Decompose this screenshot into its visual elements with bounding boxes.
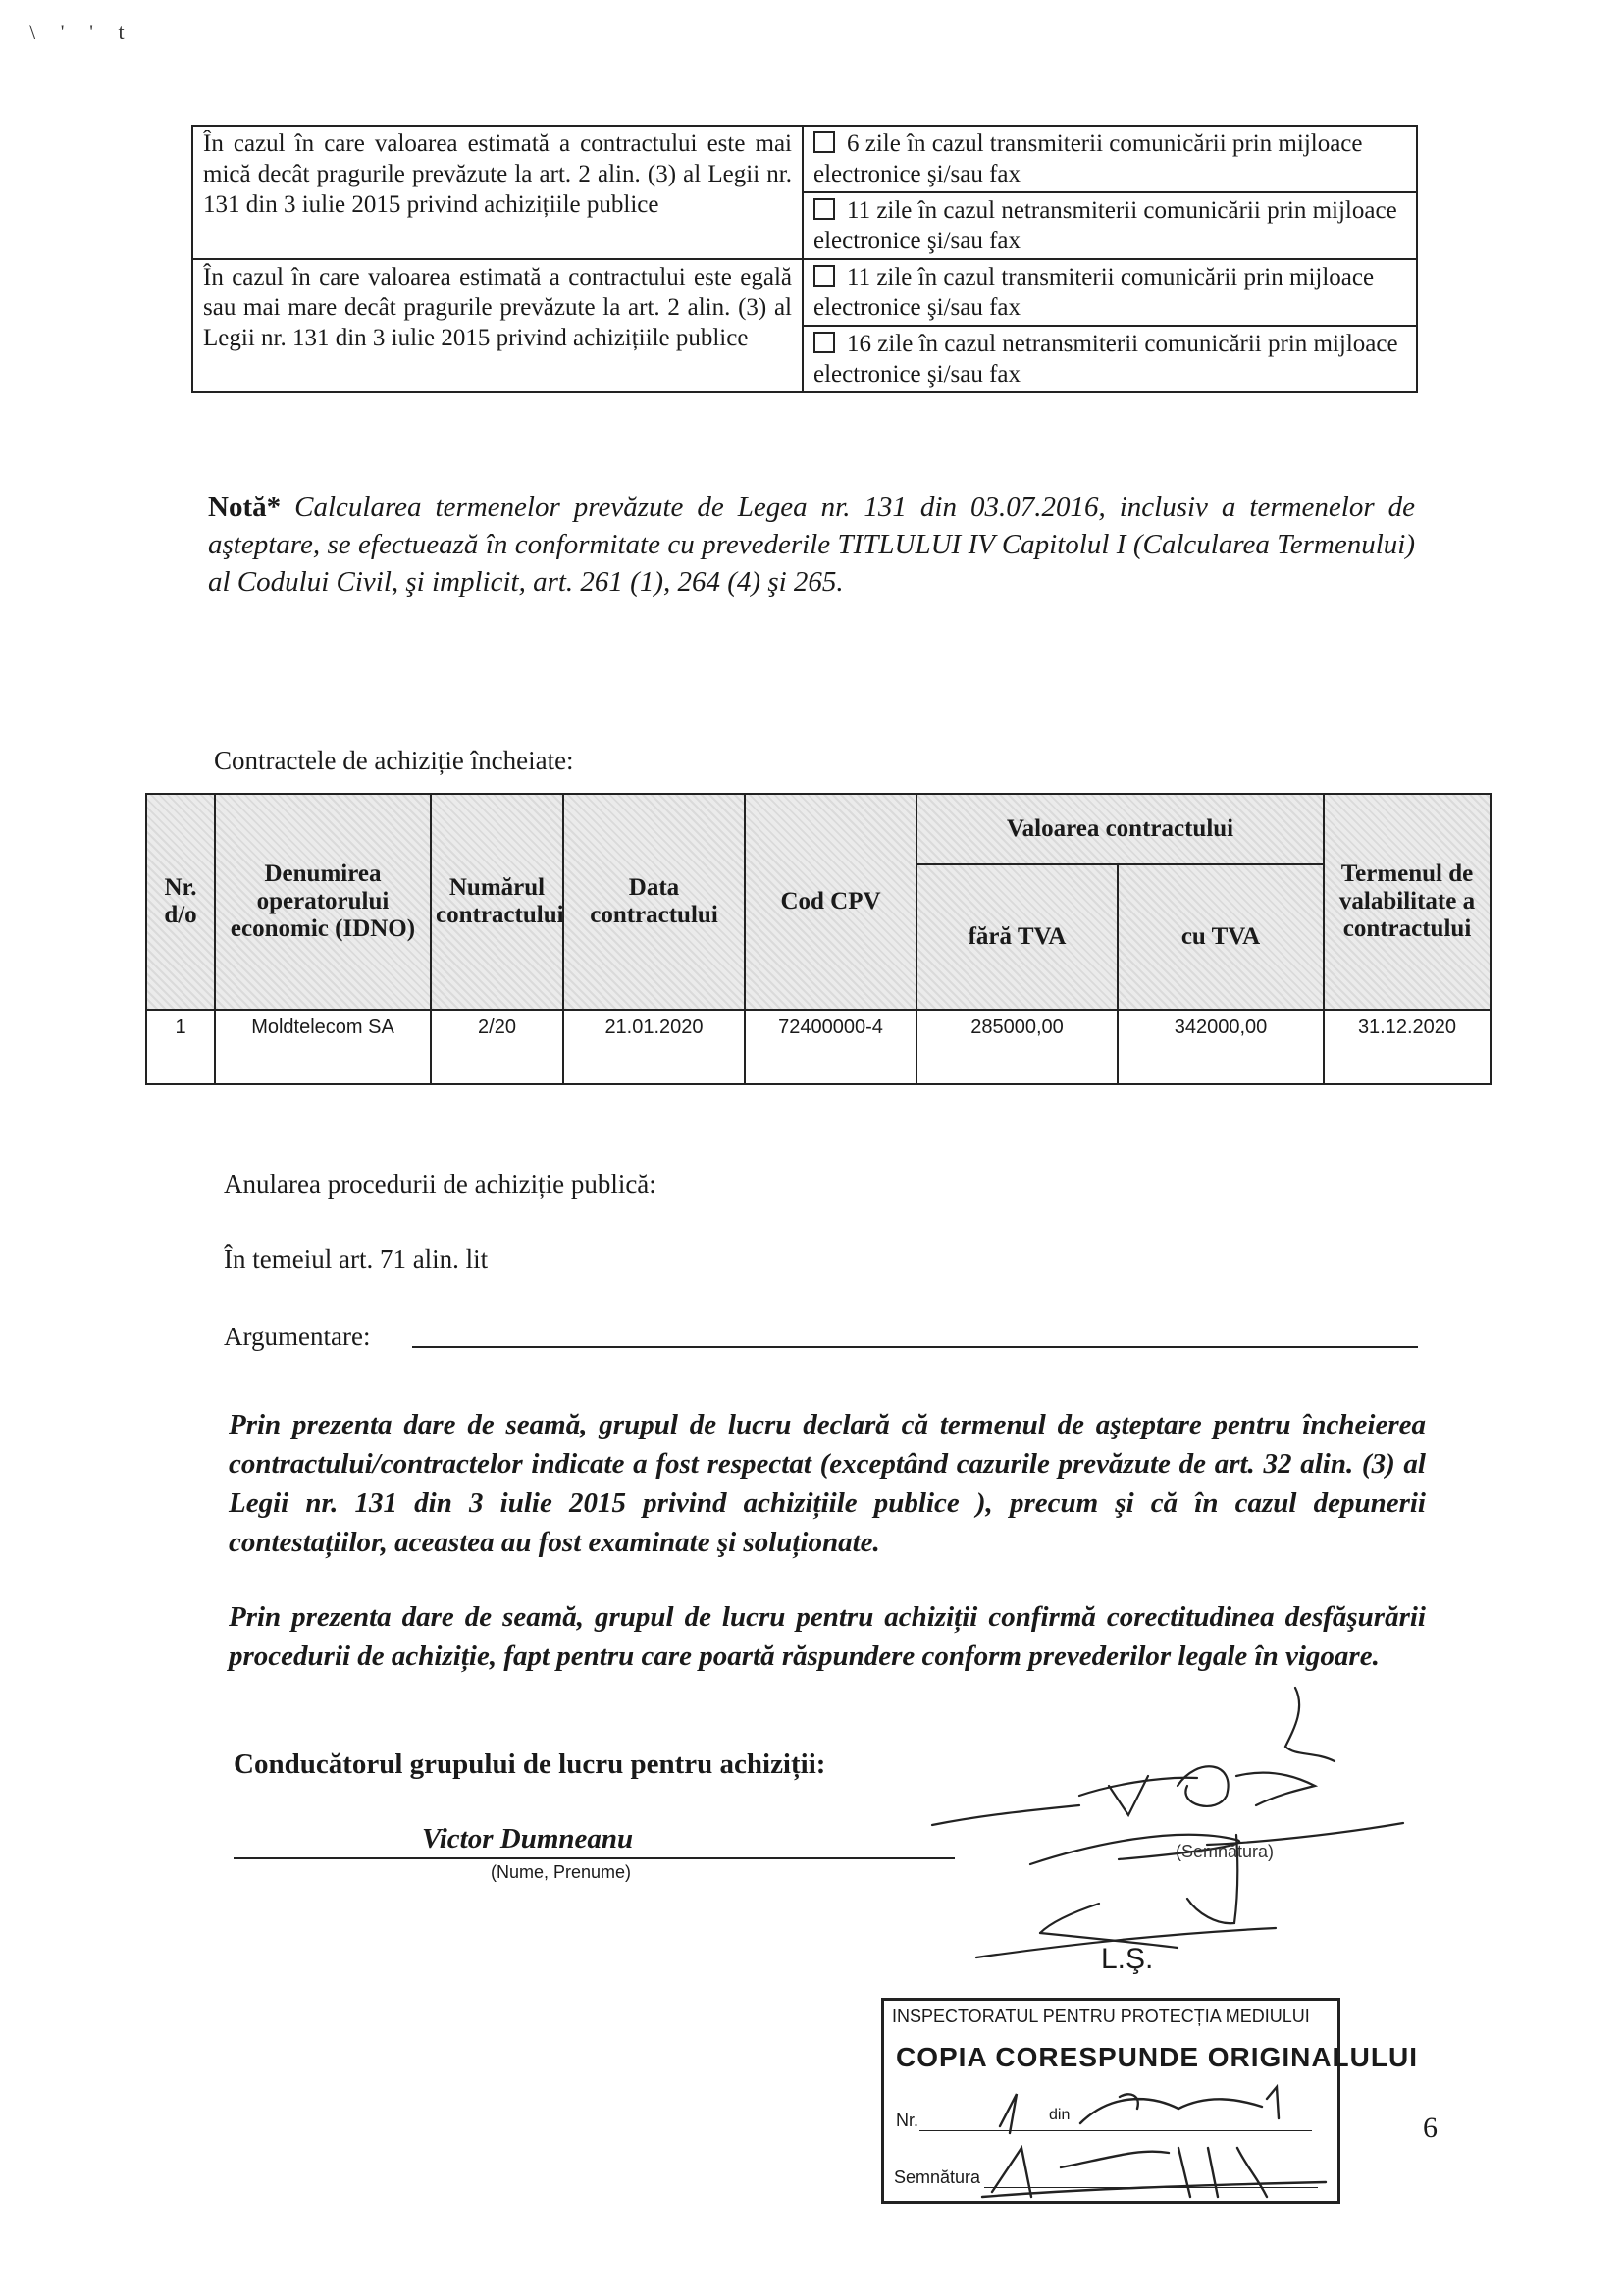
- page-number: 6: [1423, 2112, 1438, 2144]
- checkbox[interactable]: [813, 131, 835, 153]
- signature-caption: (Semnătura): [1176, 1842, 1275, 1861]
- name-caption: (Nume, Prenume): [491, 1862, 632, 1882]
- name-line: [234, 1857, 955, 1859]
- annulment-heading: Anularea procedurii de achiziție publică:: [224, 1170, 656, 1199]
- stamp-title: COPIA CORESPUNDE ORIGINALULUI: [896, 2042, 1418, 2072]
- stamp-handwriting: [884, 2001, 1337, 2201]
- contracts-table: [145, 793, 1492, 1085]
- table-header-row: [146, 794, 1491, 864]
- option-cell: [803, 192, 1417, 259]
- condition-cell: În cazul în care valoarea estimată a contractului este mai mică decât pragurile prevăzute la art. 2 alin. (3) al Legii nr. 131 din 3 iulie 2015 privind achizițiile publice: [192, 126, 803, 259]
- table-row: [192, 259, 1417, 326]
- checkbox[interactable]: [813, 198, 835, 220]
- option-cell: [803, 326, 1417, 392]
- cell-cu-tva: 342000,00: [1118, 1010, 1324, 1084]
- col-header-numar: Numărul contractului: [431, 794, 563, 1010]
- certification-stamp: [881, 1998, 1418, 2204]
- checkbox[interactable]: [813, 265, 835, 287]
- col-header-valoarea: Valoarea contractului: [916, 794, 1324, 864]
- stamp-number-label: Nr.: [896, 2111, 919, 2130]
- table-row: [146, 1010, 1491, 1084]
- stamp-date-label: din: [1049, 2107, 1071, 2123]
- scan-corner-marks: \ ' ' t: [29, 20, 134, 44]
- stamp-signature-label: Semnătura: [894, 2167, 981, 2187]
- col-header-termen: Termenul de valabilitate a contractului: [1324, 794, 1491, 1010]
- option-label: 11 zile în cazul netransmiterii comunicării prin mijloace electronice şi/sau fax: [813, 197, 1397, 254]
- argument-field-line[interactable]: [412, 1346, 1418, 1348]
- checkbox[interactable]: [813, 332, 835, 353]
- waiting-terms-table: [191, 125, 1418, 393]
- col-header-cu-tva: cu TVA: [1118, 864, 1324, 1010]
- option-label: 6 zile în cazul transmiterii comunicării prin mijloace electronice şi/sau fax: [813, 130, 1363, 187]
- cell-numar: 2/20: [431, 1010, 563, 1084]
- declaration-paragraph: Prin prezenta dare de seamă, grupul de lucru pentru achiziții confirmă corectitudinea desfăşurării procedurii de achiziție, fapt pentru care poartă răspundere conform prevederilor legale în vigoare.: [229, 1601, 1426, 1672]
- condition-cell: În cazul în care valoarea estimată a contractului este egală sau mai mare decât pragurile prevăzute la art. 2 alin. (3) al Legii nr. 131 din 3 iulie 2015 privind achizițiile publice: [192, 259, 803, 392]
- leader-name: Victor Dumneanu: [422, 1823, 634, 1854]
- option-label: 16 zile în cazul netransmiterii comunicării prin mijloace electronice şi/sau fax: [813, 331, 1398, 388]
- col-header-cod: Cod CPV: [745, 794, 916, 1010]
- col-header-operator: Denumirea operatorului economic (IDNO): [215, 794, 431, 1010]
- col-header-data: Data contractului: [563, 794, 745, 1010]
- argument-label: Argumentare:: [224, 1322, 371, 1351]
- cell-fara-tva: 285000,00: [916, 1010, 1118, 1084]
- option-cell: [803, 259, 1417, 326]
- col-header-fara-tva: fără TVA: [916, 864, 1118, 1010]
- handwritten-signature: [883, 1668, 1492, 2002]
- table-row: [192, 126, 1417, 192]
- option-cell: [803, 126, 1417, 192]
- cell-data: 21.01.2020: [563, 1010, 745, 1084]
- note-label: Notă*: [208, 492, 282, 523]
- leader-label: Conducătorul grupului de lucru pentru achiziții:: [234, 1748, 826, 1780]
- contracts-heading: Contractele de achiziție încheiate:: [214, 746, 574, 775]
- cell-nr: 1: [146, 1010, 215, 1084]
- annulment-basis: În temeiul art. 71 alin. lit: [224, 1244, 489, 1274]
- col-header-nr: Nr. d/o: [146, 794, 215, 1010]
- option-label: 11 zile în cazul transmiterii comunicării prin mijloace electronice şi/sau fax: [813, 264, 1375, 321]
- stamp-organization: INSPECTORATUL PENTRU PROTECȚIA MEDIULUI: [892, 2007, 1310, 2026]
- declaration-paragraph: Prin prezenta dare de seamă, grupul de lucru declară că termenul de aşteptare pentru încheierea contractului/contractelor indicate a fost respectat (exceptând cazurile prevăzute de art. 32 alin. (3) al Legii nr. 131 din 3 iulie 2015 privind achizițiile publice ), precum şi că în cazul depunerii contestațiilor, aceastea au fost examinate şi soluționate.: [229, 1409, 1426, 1558]
- cell-termen: 31.12.2020: [1324, 1010, 1491, 1084]
- legal-note: [208, 489, 1415, 600]
- note-text: Calcularea termenelor prevăzute de Legea nr. 131 din 03.07.2016, inclusiv a termenelor de aşteptare, se efectuează în conformitate cu prevederile TITLULUI IV Capitolul I (Calcularea Termenului) al Codului Civil, şi implicit, art. 261 (1), 264 (4) şi 265.: [208, 492, 1416, 598]
- cell-cod: 72400000-4: [745, 1010, 916, 1084]
- seal-place-label: L.Ş.: [1101, 1943, 1154, 1975]
- cell-operator: Moldtelecom SA: [215, 1010, 431, 1084]
